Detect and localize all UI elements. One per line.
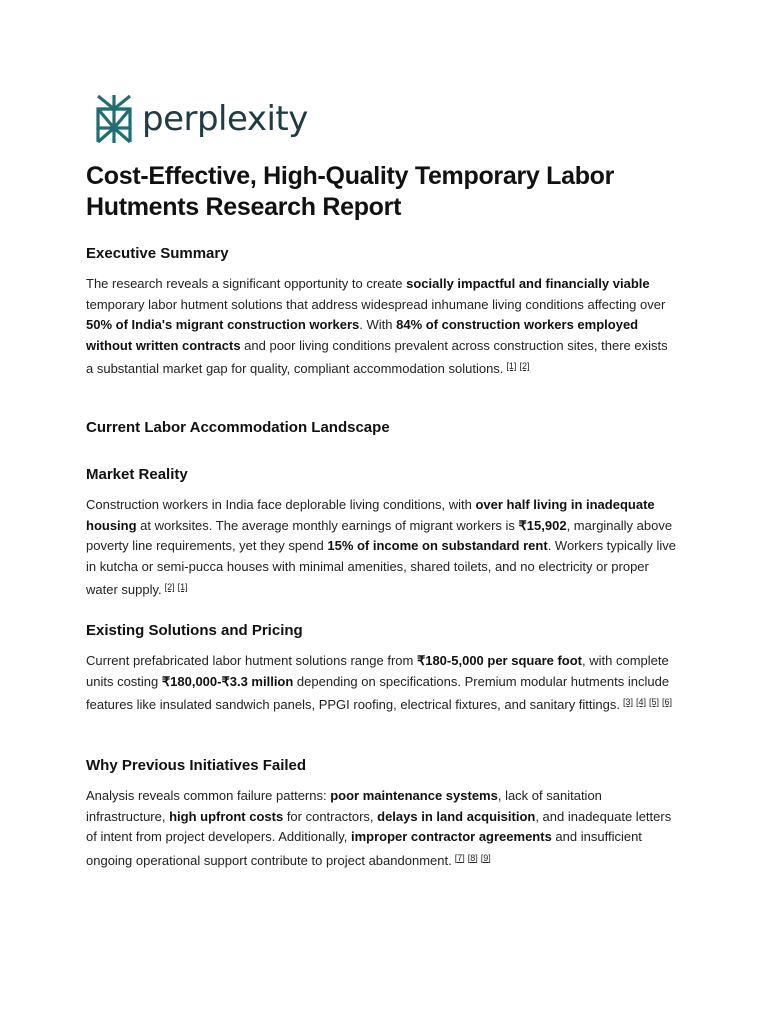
citation-group <box>623 697 675 707</box>
heading-executive-summary: Executive Summary <box>86 245 229 262</box>
paragraph-existing-solutions: Current prefabricated labor hutment solutions range from ₹180-5,000 per square foot, with complete units costing ₹180,000-₹3.3 million depending on specifications. Premium modular hutments include features like insulated sandwich panels, PPGI roofing, electrical fixtures, and sanitary fittings. [3] [4] [5] [6] <box>86 651 678 716</box>
paragraph-executive-summary: The research reveals a significant opportunity to create socially impactful and financially viable temporary labor hutment solutions that address widespread inhumane living conditions affecting over 50% of India's migrant construction workers. With 84% of construction workers employed without written contracts and poor living conditions prevalent across construction sites, there exists a substantial market gap for quality, compliant accommodation solutions. [1] [2] <box>86 276 668 376</box>
citation-link[interactable]: [1] <box>506 361 517 371</box>
report-title: Cost-Effective, High-Quality Temporary Labor Hutments Research Report <box>86 162 615 221</box>
perplexity-logo-icon <box>94 94 134 144</box>
citation-link[interactable]: [2] <box>519 361 530 371</box>
heading-market-reality: Market Reality <box>86 466 188 483</box>
heading-landscape: Current Labor Accommodation Landscape <box>86 419 390 436</box>
citation-link[interactable]: [4] <box>636 697 647 707</box>
citation-link[interactable]: [3] <box>623 697 634 707</box>
citation-link[interactable]: [6] <box>662 697 673 707</box>
paragraph-market-reality: Construction workers in India face deplorable living conditions, with over half living in inadequate housing at worksites. The average monthly earnings of migrant workers is ₹15,902, marginally above poverty line requirements, yet they spend 15% of income on substandard rent. Workers typically live in kutcha or semi-pucca houses with minimal amenities, shared toilets, and no electricity or proper water supply. [2] [1] <box>86 497 677 597</box>
heading-existing-solutions: Existing Solutions and Pricing <box>86 622 303 639</box>
citation-link[interactable]: [9] <box>480 852 491 863</box>
citation-group <box>455 853 494 863</box>
citation-group <box>165 582 191 592</box>
citation-link[interactable]: [7] <box>454 852 465 863</box>
brand-logo[interactable] <box>94 94 308 144</box>
brand-name: perplexity <box>142 99 308 139</box>
citation-group <box>506 361 532 371</box>
heading-why-failed: Why Previous Initiatives Failed <box>86 757 307 774</box>
citation-link[interactable]: [5] <box>649 697 660 707</box>
citation-link[interactable]: [8] <box>467 852 478 863</box>
citation-link[interactable]: [1] <box>177 582 188 592</box>
paragraph-why-failed: Analysis reveals common failure patterns: poor maintenance systems, lack of sanitation infrastructure, high upfront costs for contractors, delays in land acquisition, and inadequate letters of intent from project developers. Additionally, improper contractor agreements and insufficient ongoing operational support contribute to project abandonment. [7] [8] [9] <box>86 788 672 868</box>
citation-link[interactable]: [2] <box>164 582 175 592</box>
